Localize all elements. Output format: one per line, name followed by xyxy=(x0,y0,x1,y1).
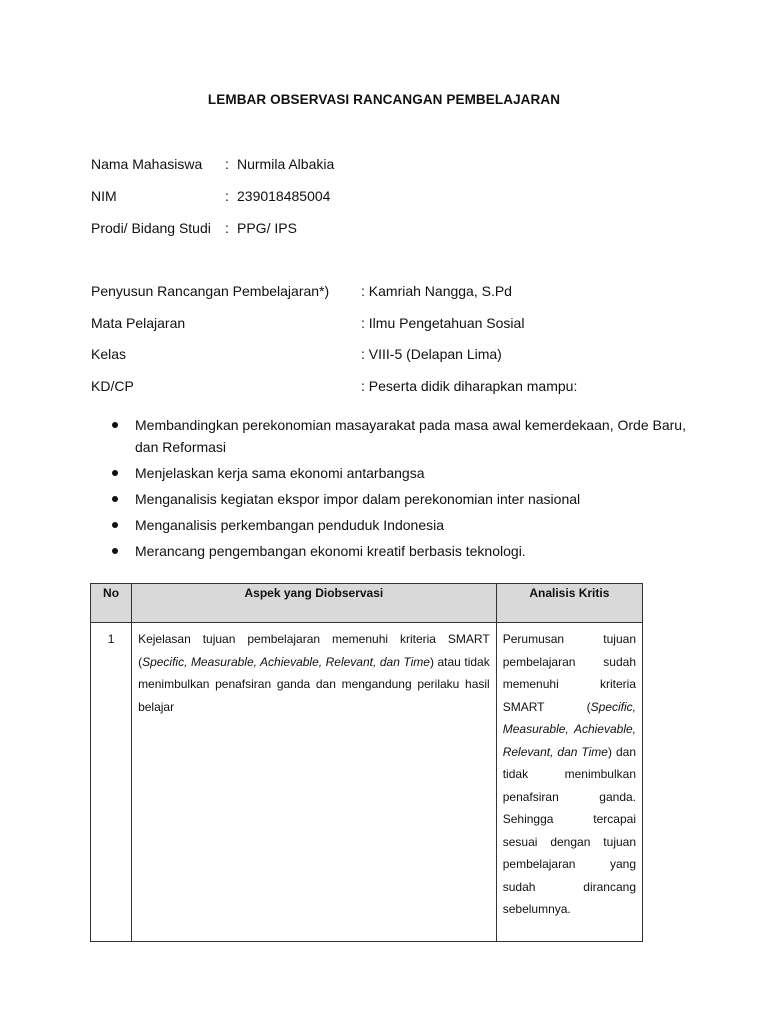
prodi-colon: : xyxy=(225,220,229,236)
cell-analisis: Perumusan tujuan pembelajaran sudah memenuhi kriteria SMART (Specific, Measurable, Achievable, Relevant, dan Time) dan tidak menimbulkan penafsiran ganda. Sehingga tercapai sesuai dengan tujuan pembelajaran yang sudah dirancang sebelumnya. xyxy=(496,623,642,942)
header-analisis: Analisis Kritis xyxy=(496,584,642,623)
objective-item: Menganalisis kegiatan ekspor impor dalam perekonomian inter nasional xyxy=(91,488,691,510)
objective-item: Menganalisis perkembangan penduduk Indonesia xyxy=(91,514,691,536)
class-label: Kelas xyxy=(91,346,127,362)
header-aspek: Aspek yang Diobservasi xyxy=(132,584,497,623)
class-value: : VIII-5 (Delapan Lima) xyxy=(361,346,502,362)
objective-item: Menjelaskan kerja sama ekonomi antarbangsa xyxy=(91,462,691,484)
author-value: : Kamriah Nangga, S.Pd xyxy=(361,283,512,299)
prodi-label: Prodi/ Bidang Studi xyxy=(91,220,211,236)
bullet-icon xyxy=(112,522,118,528)
header-no: No xyxy=(91,584,132,623)
student-name-value: Nurmila Albakia xyxy=(237,156,335,172)
student-name-colon: : xyxy=(225,156,229,172)
author-label: Penyusun Rancangan Pembelajaran*) xyxy=(91,283,330,299)
table-row xyxy=(91,623,643,942)
subject-value: : Ilmu Pengetahuan Sosial xyxy=(361,315,525,331)
bullet-icon xyxy=(112,548,118,554)
cell-aspek: Kejelasan tujuan pembelajaran memenuhi kriteria SMART (Specific, Measurable, Achievable, Relevant, dan Time) atau tidak menimbulkan penafsiran ganda dan mengandung perilaku hasil belajar xyxy=(132,623,497,942)
table-header-row xyxy=(91,584,643,623)
bullet-icon xyxy=(112,422,118,428)
kdcp-value: : Peserta didik diharapkan mampu: xyxy=(361,378,578,394)
student-name-label: Nama Mahasiswa xyxy=(91,156,203,172)
observation-table xyxy=(90,583,643,942)
nim-value: 239018485004 xyxy=(237,188,331,204)
prodi-value: PPG/ IPS xyxy=(237,220,297,236)
document-title: LEMBAR OBSERVASI RANCANGAN PEMBELAJARAN xyxy=(207,92,561,107)
nim-label: NIM xyxy=(91,188,117,204)
nim-colon: : xyxy=(225,188,229,204)
bullet-icon xyxy=(112,496,118,502)
subject-label: Mata Pelajaran xyxy=(91,315,186,331)
objective-item: Merancang pengembangan ekonomi kreatif berbasis teknologi. xyxy=(91,540,691,562)
kdcp-label: KD/CP xyxy=(91,378,134,394)
objectives-list xyxy=(91,414,691,566)
cell-no: 1 xyxy=(91,623,132,942)
bullet-icon xyxy=(112,470,118,476)
objective-item: Membandingkan perekonomian masayarakat pada masa awal kemerdekaan, Orde Baru, dan Reformasi xyxy=(91,414,691,458)
